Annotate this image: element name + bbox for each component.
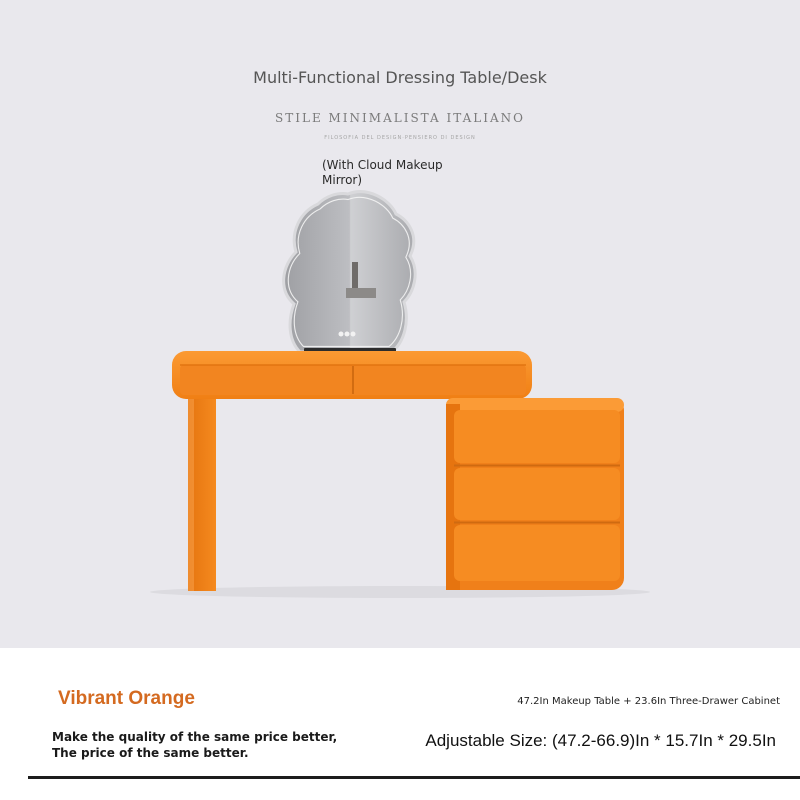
slogan-line-2: The price of the same better. bbox=[52, 746, 249, 760]
hero-tagline: FILOSOFIA DEL DESIGN·PENSIERO DI DESIGN bbox=[324, 135, 476, 141]
hero-subtitle: STILE MINIMALISTA ITALIANO bbox=[275, 111, 525, 125]
slogan-line-1: Make the quality of the same price better, bbox=[52, 730, 338, 744]
color-name: Vibrant Orange bbox=[58, 688, 195, 709]
drawer-cabinet-image bbox=[446, 398, 624, 590]
hero-title: Multi-Functional Dressing Table/Desk bbox=[253, 68, 547, 87]
mirror-caption: (With Cloud Makeup Mirror) bbox=[322, 158, 443, 187]
size-spec: 47.2In Makeup Table + 23.6In Three-Drawer Cabinet bbox=[517, 696, 780, 707]
adjustable-size: Adjustable Size: (47.2-66.9)In * 15.7In * 29.5In bbox=[425, 731, 776, 750]
slogan bbox=[52, 729, 337, 761]
bottom-divider bbox=[28, 776, 800, 779]
cloud-mirror-image bbox=[284, 192, 416, 354]
